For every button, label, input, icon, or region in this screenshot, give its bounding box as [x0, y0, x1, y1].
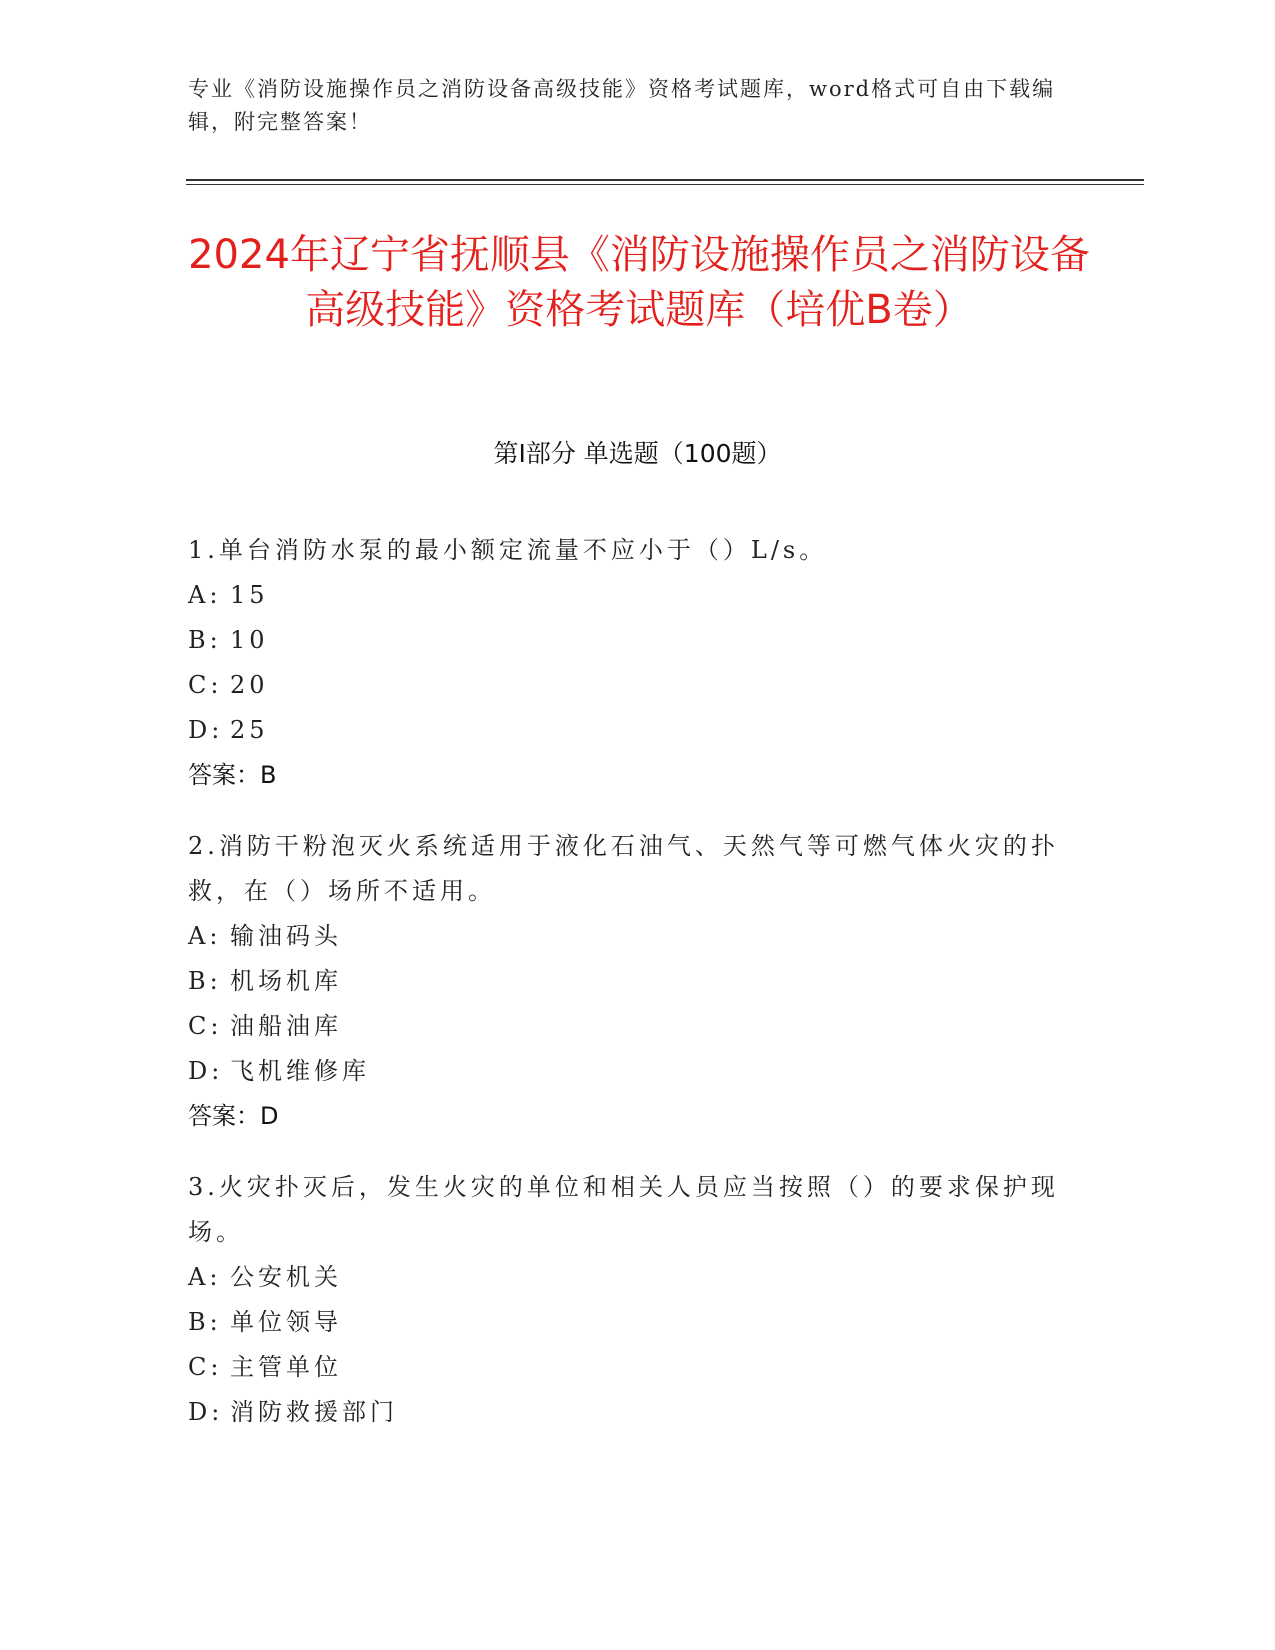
- option-letter: C:: [188, 671, 223, 699]
- option-letter: A:: [188, 581, 222, 609]
- question-stem: 3.火灾扑灭后，发生火灾的单位和相关人员应当按照（）的要求保护现场。: [188, 1173, 1059, 1246]
- option-text: 油船油库: [230, 1012, 342, 1040]
- option-text: 单位领导: [230, 1308, 342, 1336]
- option-c: [188, 1345, 1068, 1390]
- answer-line: 答案：D: [188, 1102, 279, 1130]
- option-text: 消防救援部门: [230, 1398, 398, 1426]
- option-b: [188, 959, 1068, 1004]
- option-text: 20: [230, 671, 269, 699]
- header-note: 专业《消防设施操作员之消防设备高级技能》资格考试题库，word格式可自由下载编辑，附完整答案！: [188, 77, 1056, 134]
- option-d: [188, 1390, 1068, 1435]
- option-letter: D:: [188, 1057, 224, 1085]
- option-text: 机场机库: [230, 967, 342, 995]
- option-c: [188, 663, 1068, 708]
- option-letter: D:: [188, 1398, 224, 1426]
- option-text: 25: [230, 716, 269, 744]
- answer-line: 答案：B: [188, 761, 277, 789]
- option-text: 飞机维修库: [230, 1057, 370, 1085]
- option-b: [188, 618, 1068, 663]
- option-letter: A:: [188, 922, 222, 950]
- option-b: [188, 1300, 1068, 1345]
- option-letter: B:: [188, 967, 222, 995]
- option-text: 公安机关: [230, 1263, 342, 1291]
- option-text: 输油码头: [230, 922, 342, 950]
- document-title: 2024年辽宁省抚顺县《消防设施操作员之消防设备高级技能》资格考试题库（培优B卷）: [188, 232, 1090, 333]
- option-d: [188, 708, 1068, 753]
- question-1: [188, 528, 1068, 798]
- question-stem: 1.单台消防水泵的最小额定流量不应小于（）L/s。: [188, 536, 828, 564]
- question-list: [188, 528, 1068, 1461]
- header-rule-thin: [186, 184, 1144, 185]
- option-text: 15: [230, 581, 269, 609]
- option-letter: A:: [188, 1263, 222, 1291]
- question-stem: 2.消防干粉泡灭火系统适用于液化石油气、天然气等可燃气体火灾的扑救，在（）场所不适用。: [188, 832, 1059, 905]
- question-3: [188, 1165, 1068, 1435]
- option-c: [188, 1004, 1068, 1049]
- option-text: 主管单位: [230, 1353, 342, 1381]
- header-rule-thick: [186, 179, 1144, 181]
- option-a: [188, 1255, 1068, 1300]
- option-letter: B:: [188, 626, 222, 654]
- option-letter: C:: [188, 1012, 223, 1040]
- option-a: [188, 573, 1068, 618]
- option-text: 10: [230, 626, 269, 654]
- option-d: [188, 1049, 1068, 1094]
- option-letter: C:: [188, 1353, 223, 1381]
- option-letter: B:: [188, 1308, 222, 1336]
- question-2: [188, 824, 1068, 1139]
- section-heading: 第Ⅰ部分 单选题（100题）: [493, 439, 782, 468]
- option-a: [188, 914, 1068, 959]
- option-letter: D:: [188, 716, 224, 744]
